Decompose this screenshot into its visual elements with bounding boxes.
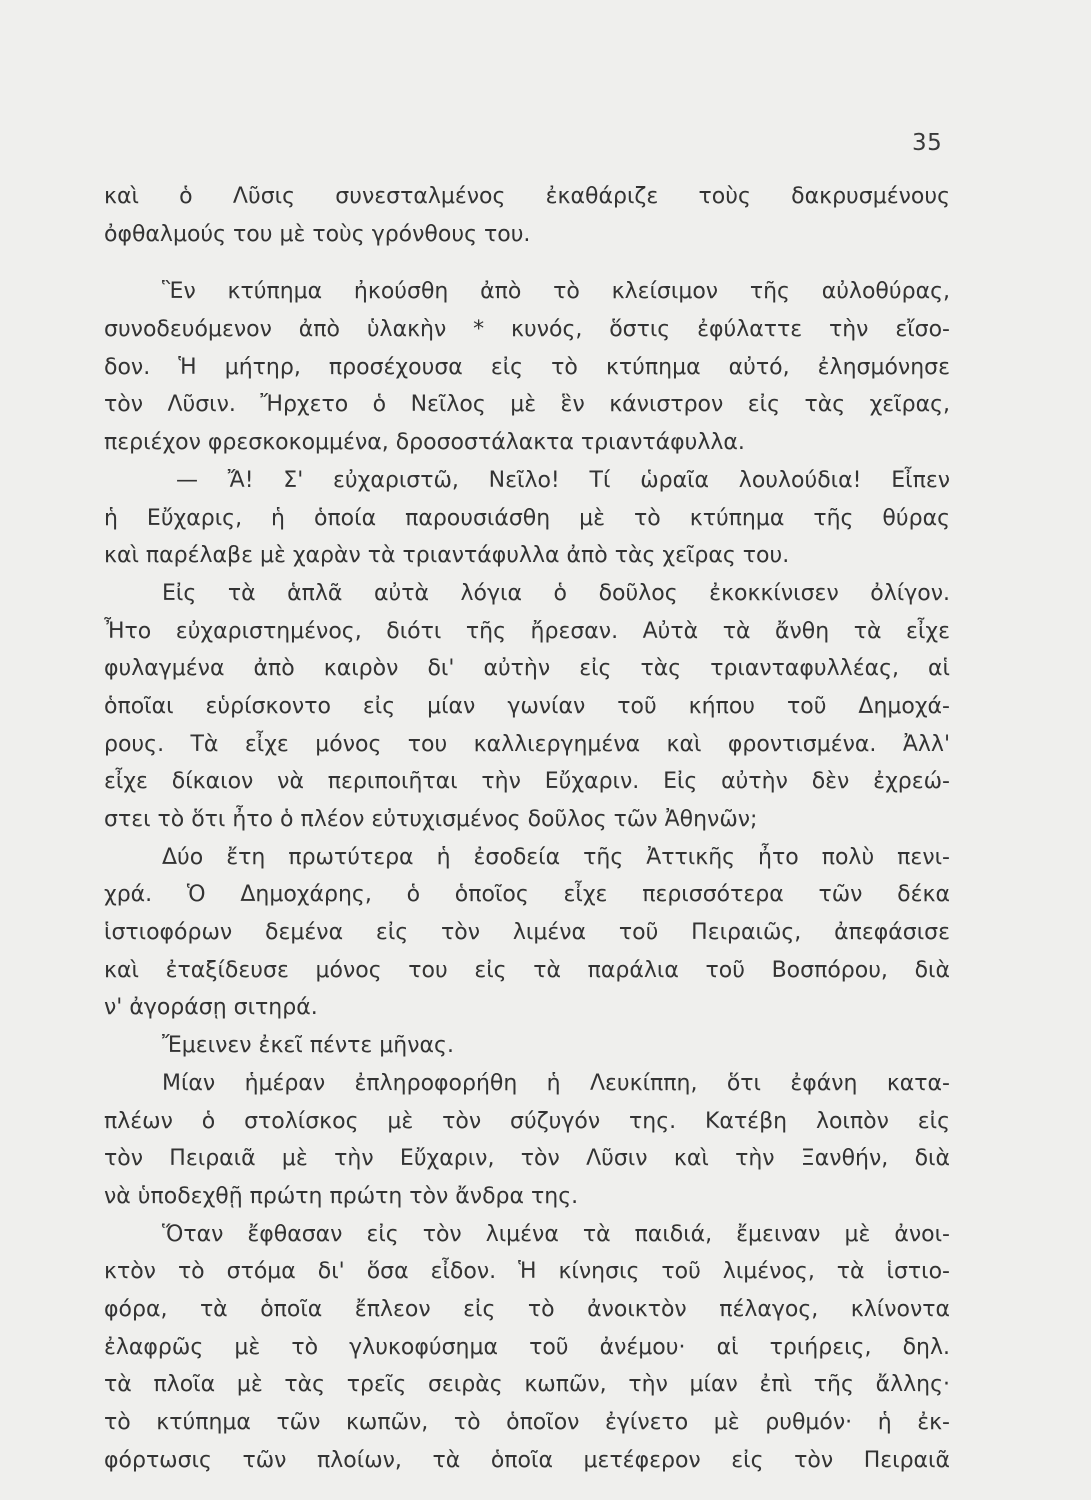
text-line: συνοδευόμενον ἀπὸ ὑλακὴν * κυνός, ὅστις ἐφύλαττε τὴν εἴσο- (104, 317, 950, 343)
text-line: δον. Ἡ μήτηρ, προσέχουσα εἰς τὸ κτύπημα αὐτό, ἐλησμόνησε (104, 354, 950, 380)
text-line: καὶ ὁ Λῦσις συνεσταλμένος ἐκαθάριζε τοὺς δακρυσμένους (104, 184, 950, 209)
text-line: τὸν Πειραιᾶ μὲ τὴν Εὔχαριν, τὸν Λῦσιν καὶ τὴν Ξανθήν, διὰ (104, 1146, 950, 1172)
text-line: ν' ἀγοράσῃ σιτηρά. (104, 995, 318, 1021)
text-line: Δύο ἔτη πρωτύτερα ἡ ἐσοδεία τῆς Ἀττικῆς ἦτο πολὺ πενι- (162, 844, 950, 870)
text-line: πλέων ὁ στολίσκος μὲ τὸν σύζυγόν της. Κατέβη λοιπὸν εἰς (104, 1108, 950, 1134)
text-line: Μίαν ἡμέραν ἐπληροφορήθη ἡ Λευκίππη, ὅτι ἐφάνη κατα- (162, 1070, 950, 1096)
text-line: νὰ ὑποδεχθῇ πρώτη πρώτη τὸν ἄνδρα της. (104, 1183, 579, 1209)
text-line: περιέχον φρεσκοκομμένα, δροσοστάλακτα τριαντάφυλλα. (104, 430, 745, 456)
text-line: ἱστιοφόρων δεμένα εἰς τὸν λιμένα τοῦ Πειραιῶς, ἀπεφάσισε (104, 920, 950, 946)
text-line: φόρα, τὰ ὁποῖα ἔπλεον εἰς τὸ ἀνοικτὸν πέλαγος, κλίνοντα (104, 1296, 950, 1322)
text-line: καὶ ἐταξίδευσε μόνος του εἰς τὰ παράλια τοῦ Βοσπόρου, διὰ (104, 957, 950, 983)
text-line: ὁποῖαι εὑρίσκοντο εἰς μίαν γωνίαν τοῦ κήπου τοῦ Δημοχά- (104, 693, 950, 719)
text-line: Ἦτο εὐχαριστημένος, διότι τῆς ἤρεσαν. Αὐτὰ τὰ ἄνθη τὰ εἶχε (104, 618, 950, 644)
text-line: ρους. Τὰ εἶχε μόνος του καλλιεργημένα καὶ φροντισμένα. Ἀλλ' (104, 731, 950, 757)
text-line: ἐλαφρῶς μὲ τὸ γλυκοφύσημα τοῦ ἀνέμου· αἱ τριήρεις, δηλ. (104, 1334, 950, 1360)
text-line: κτὸν τὸ στόμα δι' ὅσα εἶδον. Ἡ κίνησις τοῦ λιμένος, τὰ ἱστιο- (104, 1259, 950, 1285)
page-number: 35 (912, 130, 943, 156)
text-line: ἡ Εὔχαρις, ἡ ὁποία παρουσιάσθη μὲ τὸ κτύπημα τῆς θύρας (104, 505, 950, 531)
text-line: χρά. Ὁ Δημοχάρης, ὁ ὁποῖος εἶχε περισσότερα τῶν δέκα (104, 882, 950, 908)
text-line: τὸν Λῦσιν. Ἤρχετο ὁ Νεῖλος μὲ ἓν κάνιστρον εἰς τὰς χεῖρας, (104, 392, 950, 418)
text-line: τὸ κτύπημα τῶν κωπῶν, τὸ ὁποῖον ἐγίνετο μὲ ρυθμόν· ἡ ἐκ- (104, 1410, 950, 1435)
page-body-text (104, 178, 950, 1479)
text-line: ὀφθαλμούς του μὲ τοὺς γρόνθους του. (104, 221, 531, 247)
text-line: Ἔμεινεν ἐκεῖ πέντε μῆνας. (162, 1033, 454, 1059)
text-line: καὶ παρέλαβε μὲ χαρὰν τὰ τριαντάφυλλα ἀπὸ τὰς χεῖρας του. (104, 543, 790, 569)
text-line: στει τὸ ὅτι ἦτο ὁ πλέον εὐτυχισμένος δοῦλος τῶν Ἀθηνῶν; (104, 807, 758, 832)
text-line: Ὅταν ἔφθασαν εἰς τὸν λιμένα τὰ παιδιά, ἔμειναν μὲ ἀνοι- (162, 1221, 950, 1247)
text-line: — Ἄ! Σ' εὐχαριστῶ, Νεῖλο! Τί ὡραῖα λουλούδια! Εἶπεν (176, 467, 950, 493)
text-line: φόρτωσις τῶν πλοίων, τὰ ὁποῖα μετέφερον εἰς τὸν Πειραιᾶ (104, 1447, 950, 1473)
text-line: Εἰς τὰ ἁπλᾶ αὐτὰ λόγια ὁ δοῦλος ἐκοκκίνισεν ὀλίγον. (162, 580, 950, 606)
text-line: Ἓν κτύπημα ἠκούσθη ἀπὸ τὸ κλείσιμον τῆς αὐλοθύρας, (162, 279, 950, 305)
text-line: φυλαγμένα ἀπὸ καιρὸν δι' αὐτὴν εἰς τὰς τριανταφυλλέας, αἱ (104, 656, 950, 682)
text-line: τὰ πλοῖα μὲ τὰς τρεῖς σειρὰς κωπῶν, τὴν μίαν ἐπὶ τῆς ἄλλης· (104, 1372, 950, 1398)
text-line: εἶχε δίκαιον νὰ περιποιῆται τὴν Εὔχαριν. Εἰς αὐτὴν δὲν ἐχρεώ- (104, 769, 950, 795)
